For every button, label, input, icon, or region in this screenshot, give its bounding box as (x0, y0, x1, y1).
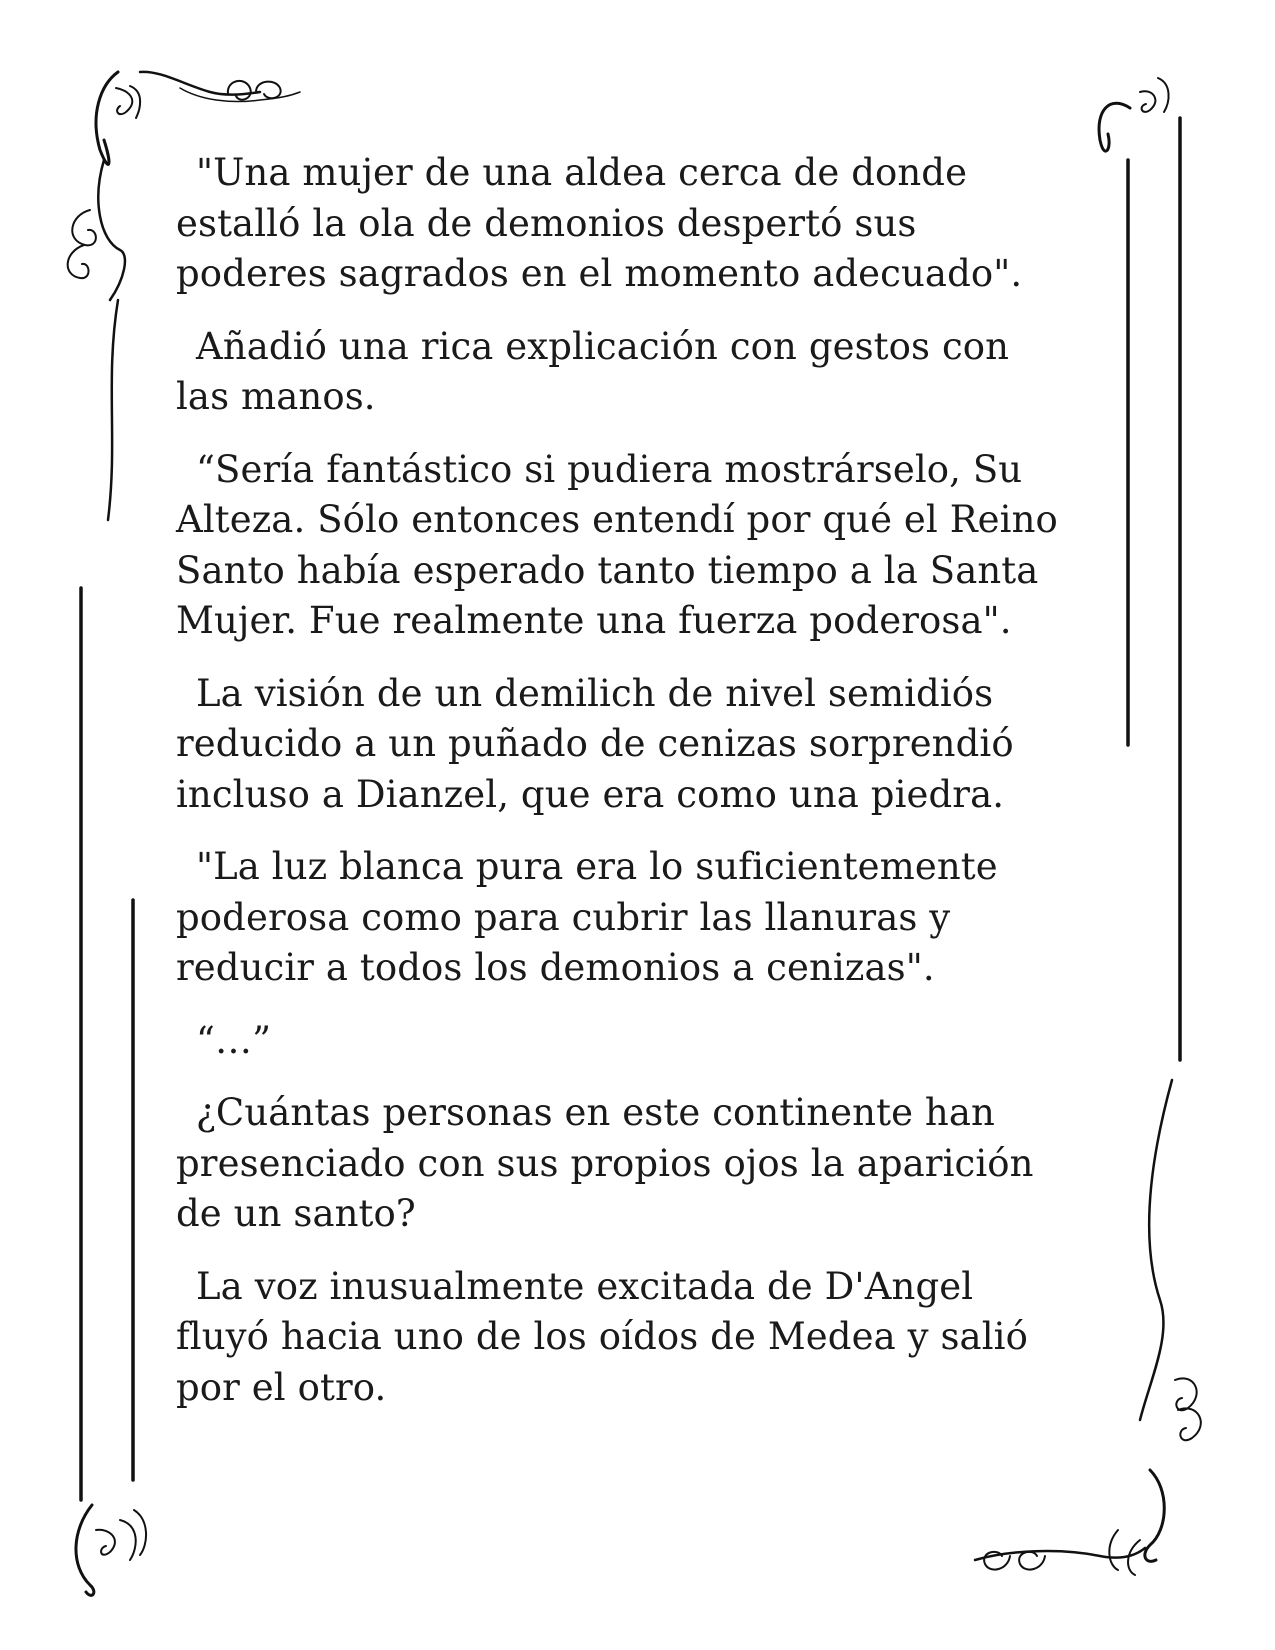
paragraph-5: "La luz blanca pura era lo suficientemente poderosa como para cubrir las llanuras y reducir a todos los demonios a cenizas". (176, 845, 998, 989)
paragraph-4: La visión de un demilich de nivel semidiós reducido a un puñado de cenizas sorprendió incluso a Dianzel, que era como una piedra. (176, 671, 1014, 816)
paragraph-6: “…” (196, 1018, 272, 1062)
paragraph-7: ¿Cuántas personas en este continente han presenciado con sus propios ojos la aparición de un santo? (176, 1091, 1034, 1235)
top-right-flourish (1099, 78, 1169, 151)
paragraph-2: Añadió una rica explicación con gestos con las manos. (176, 324, 1010, 418)
document-body (176, 148, 1076, 1435)
paragraph-8: La voz inusualmente excitada de D'Angel fluyó hacia uno de los oídos de Medea y salió por el otro. (176, 1264, 1028, 1409)
paragraph-3: “Sería fantástico si pudiera mostrárselo, Su Alteza. Sólo entonces entendí por qué el Reino Santo había esperado tanto tiempo a la Santa Mujer. Fue realmente una fuerza poderosa". (176, 447, 1058, 642)
bottom-left-flourish (76, 1505, 146, 1595)
paragraph-1: "Una mujer de una aldea cerca de donde estalló la ola de demonios despertó sus poderes sagrados en el momento adecuado". (176, 151, 1023, 295)
